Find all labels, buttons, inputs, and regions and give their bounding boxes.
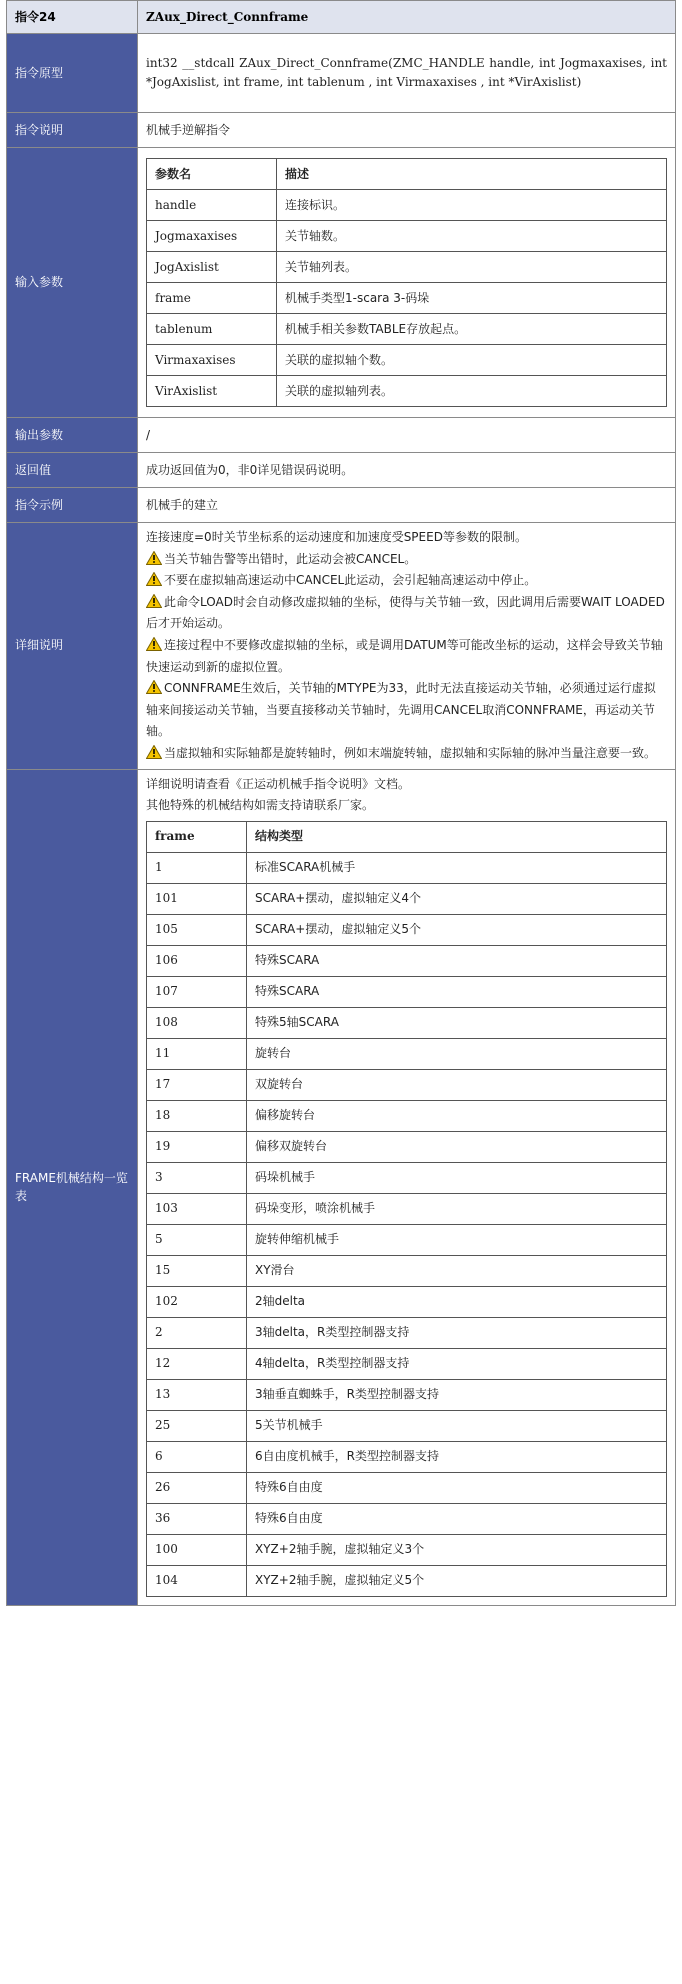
frame-structure: 标准SCARA机械手 (247, 852, 667, 883)
frame-structure: 旋转台 (247, 1038, 667, 1069)
param-row (147, 376, 667, 407)
frame-row (147, 1131, 667, 1162)
frame-row (147, 914, 667, 945)
param-name: Virmaxaxises (147, 345, 277, 376)
param-name-header: 参数名 (147, 159, 277, 190)
frame-number: 15 (147, 1255, 247, 1286)
frame-row (147, 1441, 667, 1472)
frame-row (147, 1565, 667, 1596)
frame-col-header: frame (147, 821, 247, 852)
frame-structure: 特殊SCARA (247, 976, 667, 1007)
details-label: 详细说明 (7, 523, 138, 770)
param-row (147, 190, 667, 221)
details-row (7, 523, 676, 770)
param-row (147, 345, 667, 376)
frames-row (7, 769, 676, 1605)
frames-table (146, 821, 667, 1597)
frame-structure: 特殊SCARA (247, 945, 667, 976)
frame-number: 6 (147, 1441, 247, 1472)
frame-row (147, 1286, 667, 1317)
frame-structure: XYZ+2轴手腕，虚拟轴定义5个 (247, 1565, 667, 1596)
warning-text: 连接过程中不要修改虚拟轴的坐标，或是调用DATUM等可能改坐标的运动，这样会导致关节轴快速运动到新的虚拟位置。 (146, 637, 663, 674)
frame-structure: 3轴垂直蜘蛛手，R类型控制器支持 (247, 1379, 667, 1410)
detail-warning (146, 549, 667, 571)
frame-number: 107 (147, 976, 247, 1007)
frame-structure: SCARA+摆动，虚拟轴定义4个 (247, 883, 667, 914)
param-description: 机械手类型1-scara 3-码垛 (277, 283, 667, 314)
param-description: 关联的虚拟轴列表。 (277, 376, 667, 407)
frame-row (147, 1503, 667, 1534)
frames-note: 其他特殊的机械结构如需支持请联系厂家。 (146, 798, 375, 813)
detail-warning (146, 635, 667, 678)
frame-structure: 6自由度机械手，R类型控制器支持 (247, 1441, 667, 1472)
frame-structure: 5关节机械手 (247, 1410, 667, 1441)
param-name: tablenum (147, 314, 277, 345)
frame-number: 102 (147, 1286, 247, 1317)
frame-number: 19 (147, 1131, 247, 1162)
frames-note: 详细说明请查看《正运动机械手指令说明》文档。 (146, 776, 411, 791)
param-row (147, 252, 667, 283)
frame-row (147, 1534, 667, 1565)
frame-structure: 特殊6自由度 (247, 1503, 667, 1534)
frames-label: FRAME机械结构一览表 (7, 769, 138, 1605)
frame-structure: 3轴delta，R类型控制器支持 (247, 1317, 667, 1348)
warning-icon (146, 745, 162, 759)
frame-row (147, 1193, 667, 1224)
warning-icon (146, 637, 162, 651)
frame-number: 26 (147, 1472, 247, 1503)
frame-row (147, 1472, 667, 1503)
frame-row (147, 1162, 667, 1193)
frame-row (147, 1410, 667, 1441)
outputs-row (7, 418, 676, 453)
frame-number: 100 (147, 1534, 247, 1565)
frame-row (147, 1317, 667, 1348)
structure-col-header: 结构类型 (247, 821, 667, 852)
param-description: 关联的虚拟轴个数。 (277, 345, 667, 376)
frame-structure: 旋转伸缩机械手 (247, 1224, 667, 1255)
param-name: handle (147, 190, 277, 221)
frame-structure: SCARA+摆动，虚拟轴定义5个 (247, 914, 667, 945)
frame-structure: 双旋转台 (247, 1069, 667, 1100)
warning-icon (146, 551, 162, 565)
frame-number: 2 (147, 1317, 247, 1348)
frame-structure: 偏移双旋转台 (247, 1131, 667, 1162)
frame-row (147, 1069, 667, 1100)
warning-icon (146, 680, 162, 694)
description-row (7, 113, 676, 148)
details-intro: 连接速度=0时关节坐标系的运动速度和加速度受SPEED等参数的限制。 (146, 530, 527, 544)
header-row (7, 1, 676, 34)
frame-number: 108 (147, 1007, 247, 1038)
returns-value: 成功返回值为0，非0详见错误码说明。 (138, 453, 676, 488)
frame-number: 25 (147, 1410, 247, 1441)
detail-warning (146, 743, 667, 765)
frame-row (147, 883, 667, 914)
detail-warning (146, 678, 667, 743)
param-row (147, 314, 667, 345)
frame-row (147, 1348, 667, 1379)
param-description: 机械手相关参数TABLE存放起点。 (277, 314, 667, 345)
frame-row (147, 1007, 667, 1038)
warning-text: CONNFRAME生效后，关节轴的MTYPE为33，此时无法直接运动关节轴，必须通过运行虚拟轴来间接运动关节轴，当要直接移动关节轴时，先调用CANCEL取消CONNFRAME，再运动关节轴。 (146, 681, 656, 739)
instruction-name: ZAux_Direct_Connframe (138, 1, 676, 34)
param-name: JogAxislist (147, 252, 277, 283)
param-name: frame (147, 283, 277, 314)
frame-number: 105 (147, 914, 247, 945)
inputs-label: 输入参数 (7, 148, 138, 418)
prototype-label: 指令原型 (7, 34, 138, 113)
frame-number: 104 (147, 1565, 247, 1596)
example-value: 机械手的建立 (138, 488, 676, 523)
warning-icon (146, 594, 162, 608)
frame-structure: 偏移旋转台 (247, 1100, 667, 1131)
frame-number: 1 (147, 852, 247, 883)
frame-number: 17 (147, 1069, 247, 1100)
frame-structure: 码垛变形，喷涂机械手 (247, 1193, 667, 1224)
param-description: 关节轴列表。 (277, 252, 667, 283)
inputs-header (147, 159, 667, 190)
inputs-table (146, 158, 667, 407)
warning-icon (146, 572, 162, 586)
frame-structure: 特殊5轴SCARA (247, 1007, 667, 1038)
outputs-value: / (138, 418, 676, 453)
frame-row (147, 1255, 667, 1286)
frame-structure: XY滑台 (247, 1255, 667, 1286)
prototype-value: int32 __stdcall ZAux_Direct_Connframe(ZMC_HANDLE handle, int Jogmaxaxises, int *JogAxislist, int frame, int tablenum , int Virmaxaxises , int *VirAxislist) (138, 34, 676, 113)
frame-number: 103 (147, 1193, 247, 1224)
prototype-row (7, 34, 676, 113)
frame-number: 5 (147, 1224, 247, 1255)
outputs-label: 输出参数 (7, 418, 138, 453)
param-row (147, 221, 667, 252)
param-row (147, 283, 667, 314)
api-table (6, 0, 676, 1606)
frame-row (147, 1038, 667, 1069)
frame-structure: 特殊6自由度 (247, 1472, 667, 1503)
returns-row (7, 453, 676, 488)
param-description: 连接标识。 (277, 190, 667, 221)
warning-text: 当虚拟轴和实际轴都是旋转轴时，例如末端旋转轴，虚拟轴和实际轴的脉冲当量注意要一致。 (164, 745, 657, 760)
frame-number: 3 (147, 1162, 247, 1193)
frame-row (147, 945, 667, 976)
detail-warning (146, 592, 667, 635)
instruction-number: 指令24 (7, 1, 138, 34)
inputs-row (7, 148, 676, 418)
param-description: 关节轴数。 (277, 221, 667, 252)
frame-number: 101 (147, 883, 247, 914)
example-label: 指令示例 (7, 488, 138, 523)
frames-header (147, 821, 667, 852)
frame-number: 36 (147, 1503, 247, 1534)
frame-number: 106 (147, 945, 247, 976)
warning-text: 此命令LOAD时会自动修改虚拟轴的坐标，使得与关节轴一致，因此调用后需要WAIT LOADED后才开始运动。 (146, 594, 665, 631)
frame-structure: 4轴delta，R类型控制器支持 (247, 1348, 667, 1379)
frame-row (147, 852, 667, 883)
frame-row (147, 1224, 667, 1255)
frame-row (147, 976, 667, 1007)
frame-number: 11 (147, 1038, 247, 1069)
frame-structure: XYZ+2轴手腕，虚拟轴定义3个 (247, 1534, 667, 1565)
frame-number: 13 (147, 1379, 247, 1410)
param-name: Jogmaxaxises (147, 221, 277, 252)
description-value: 机械手逆解指令 (138, 113, 676, 148)
warning-text: 当关节轴告警等出错时，此运动会被CANCEL。 (164, 551, 417, 566)
frame-row (147, 1100, 667, 1131)
frame-structure: 码垛机械手 (247, 1162, 667, 1193)
frame-structure: 2轴delta (247, 1286, 667, 1317)
param-desc-header: 描述 (277, 159, 667, 190)
returns-label: 返回值 (7, 453, 138, 488)
warning-text: 不要在虚拟轴高速运动中CANCEL此运动，会引起轴高速运动中停止。 (164, 573, 537, 588)
frame-number: 12 (147, 1348, 247, 1379)
frame-row (147, 1379, 667, 1410)
description-label: 指令说明 (7, 113, 138, 148)
detail-warning (146, 570, 667, 592)
example-row (7, 488, 676, 523)
frame-number: 18 (147, 1100, 247, 1131)
param-name: VirAxislist (147, 376, 277, 407)
